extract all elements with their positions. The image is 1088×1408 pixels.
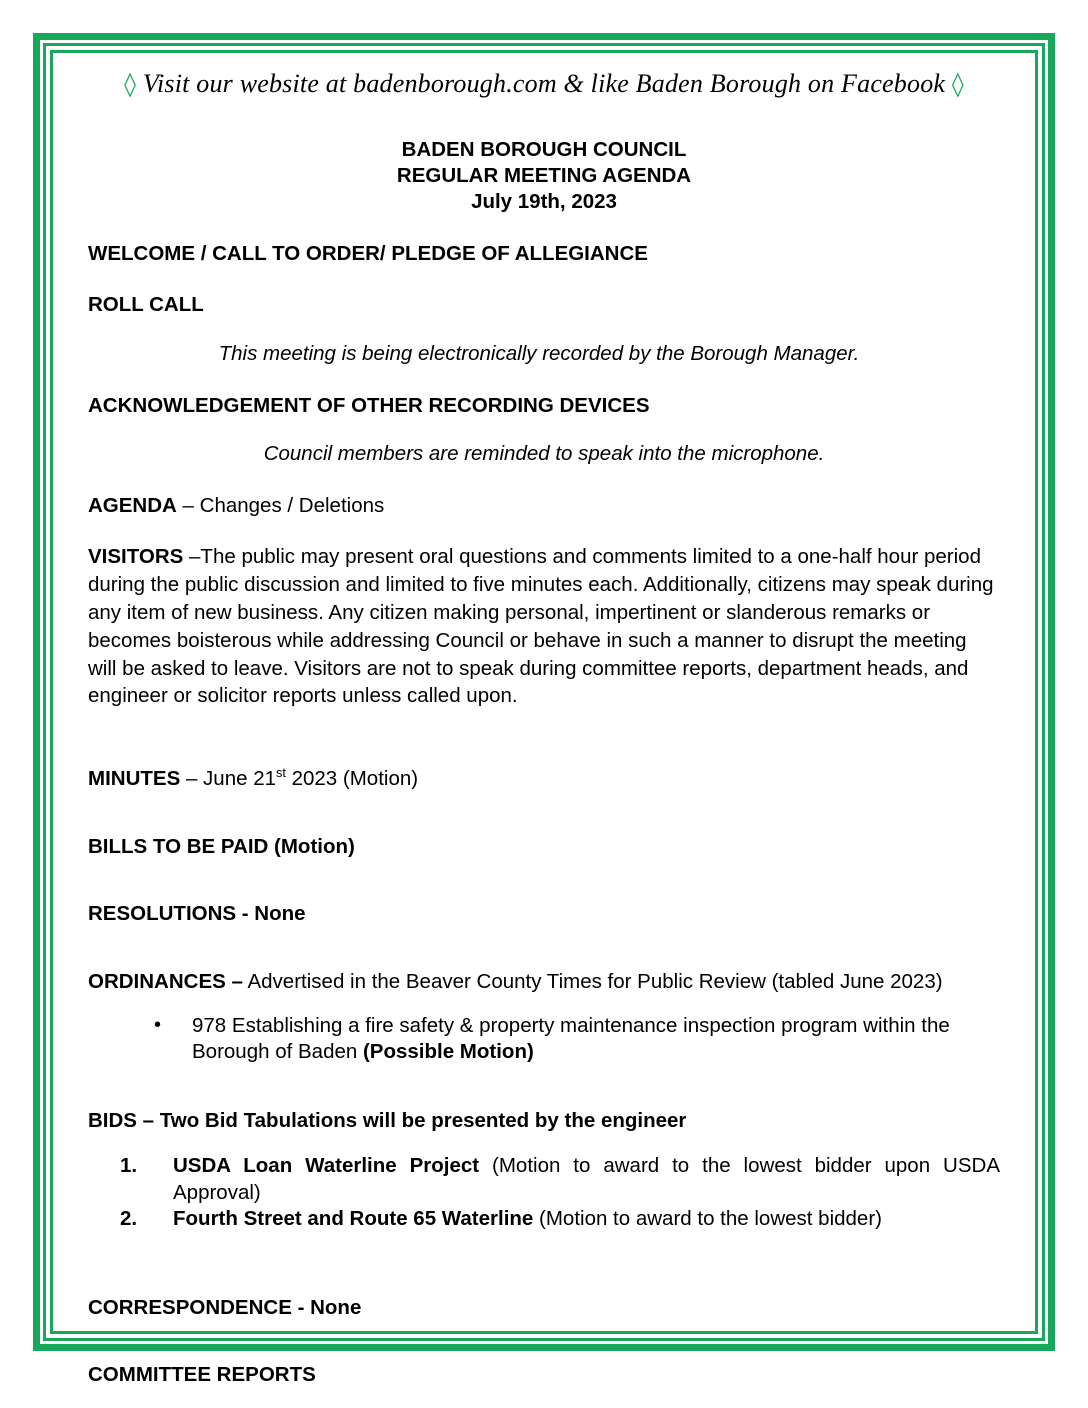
section-committee-reports: COMMITTEE REPORTS [88, 1363, 316, 1387]
section-visitors [88, 543, 1000, 710]
list-item [120, 1206, 1000, 1232]
tagline-text: Visit our website at badenborough.com & like Baden Borough on Facebook [142, 69, 946, 98]
section-resolutions: RESOLUTIONS - None [88, 902, 306, 926]
note-microphone: Council members are reminded to speak into the microphone. [263, 442, 825, 466]
diamond-left-icon: ◊ [124, 70, 137, 98]
bid-item-title: Fourth Street and Route 65 Waterline [173, 1207, 534, 1231]
section-welcome: WELCOME / CALL TO ORDER/ PLEDGE OF ALLEGIANCE [88, 241, 648, 265]
section-bids: BIDS – Two Bid Tabulations will be presented by the engineer [88, 1108, 687, 1132]
section-correspondence: CORRESPONDENCE - None [88, 1295, 362, 1319]
bid-list [88, 1153, 1000, 1232]
section-bills: BILLS TO BE PAID (Motion) [88, 834, 355, 858]
section-ordinances-detail: Advertised in the Beaver County Times for Public Review (tabled June 2023) [242, 969, 943, 993]
section-visitors-label: VISITORS [88, 545, 184, 569]
section-visitors-text: –The public may present oral questions and comments limited to a one-half hour period during the public discussion and limited to five minutes each. Additionally, citizens may speak during any item of new business. Any citizen making personal, impertinent or slanderous remarks or becomes boisterous while addressing Council or behave in such a manner to disrupt the meeting will be asked to leave. Visitors are not to speak during committee reports, department heads, and engineer or solicitor reports unless called upon. [88, 545, 994, 708]
ordinance-item-text: 978 Establishing a fire safety & property maintenance inspection program within the Borough of Baden [192, 1013, 950, 1064]
section-minutes-ordinal-suffix: st [276, 765, 286, 781]
section-acknowledgement: ACKNOWLEDGEMENT OF OTHER RECORDING DEVICES [88, 393, 650, 417]
ordinance-item-motion: (Possible Motion) [362, 1040, 534, 1064]
section-agenda [88, 493, 1000, 519]
page-title [88, 137, 1000, 215]
bid-item-detail: (Motion to award to the lowest bidder upon USDA Approval) [173, 1154, 1000, 1204]
section-roll-call: ROLL CALL [88, 293, 204, 317]
bid-item-title: USDA Loan Waterline Project [173, 1154, 480, 1178]
title-organization: BADEN BOROUGH COUNCIL [401, 137, 687, 161]
ordinance-list [88, 1013, 1000, 1066]
title-meeting-type: REGULAR MEETING AGENDA [396, 163, 692, 187]
list-item [120, 1153, 1000, 1206]
agenda-document-body [58, 58, 1030, 1387]
website-tagline [88, 70, 1000, 99]
section-minutes-date-pre: – June 21 [180, 767, 276, 791]
section-ordinances [88, 969, 1000, 995]
note-recording: This meeting is being electronically recorded by the Borough Manager. [218, 341, 860, 365]
section-ordinances-label: ORDINANCES – [88, 969, 243, 993]
bid-item-detail: (Motion to award to the lowest bidder) [533, 1207, 882, 1231]
section-minutes [88, 766, 1000, 792]
section-minutes-label: MINUTES [88, 767, 181, 791]
diamond-right-icon: ◊ [951, 70, 964, 98]
section-minutes-date-post: 2023 (Motion) [285, 767, 419, 791]
section-agenda-detail: – Changes / Deletions [176, 493, 385, 517]
title-meeting-date: July 19th, 2023 [471, 189, 617, 213]
section-agenda-label: AGENDA [88, 493, 177, 517]
list-item [154, 1013, 1000, 1066]
